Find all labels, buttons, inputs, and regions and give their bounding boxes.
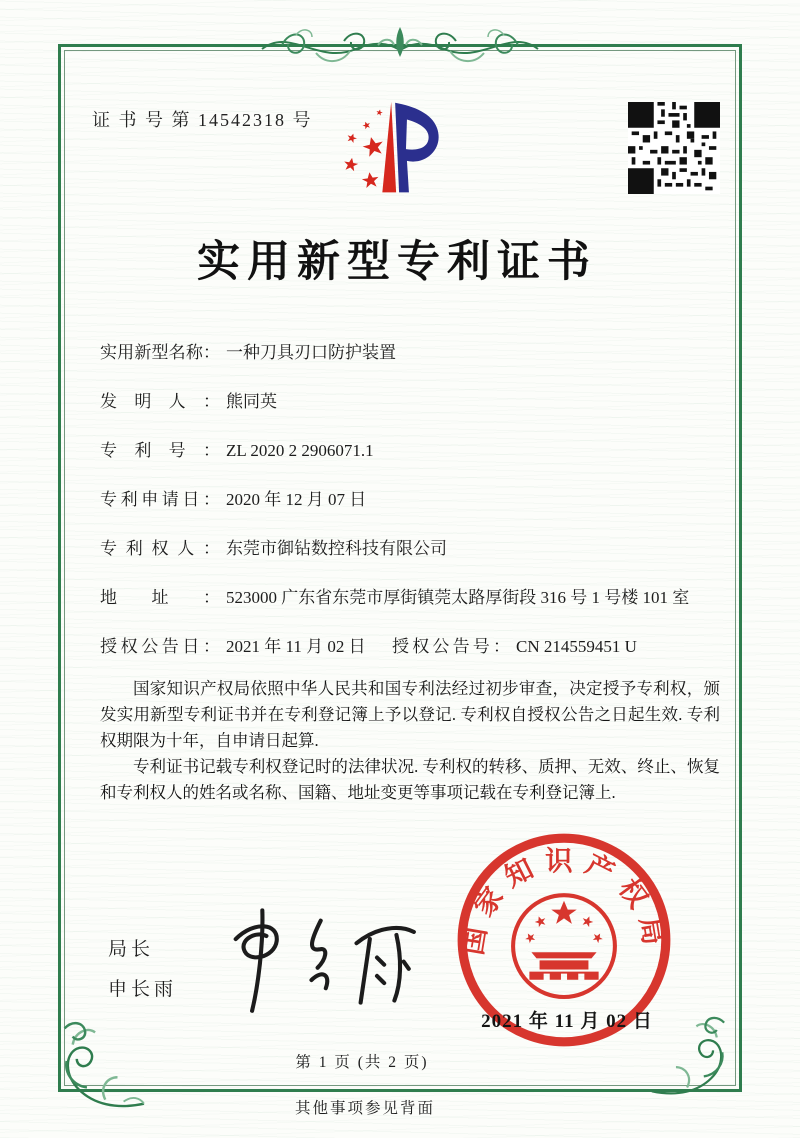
grant-date-value: 2021 年 11 月 02 日 [226,637,366,656]
field-row-grant [100,634,720,660]
seal-ring-text: 国家知识产权局 [457,846,671,958]
field-label: 发明人： [100,392,220,411]
grant-number-label: 授权公告号： [392,637,510,656]
field-label: 专利申请日： [100,490,220,509]
commissioner-name: 申长雨 [108,979,178,1000]
field-row-patent-number [100,438,720,464]
field-row-filing-date [100,487,720,513]
field-value: 熊同英 [226,392,277,411]
certificate-number: 证 书 号 第 14542318 号 [92,110,313,130]
grant-number-value: CN 214559451 U [516,637,637,656]
field-row-name [100,340,720,366]
field-list [100,340,720,683]
field-label: 专利号： [100,441,220,460]
field-label: 实用新型名称： [100,343,220,362]
field-value: 一种刀具刃口防护装置 [226,343,396,362]
top-flourish-ornament [260,14,540,78]
field-value: 2020 年 12 月 07 日 [226,490,367,509]
back-side-note: 其他事项参见背面 [294,1100,435,1117]
commissioner-title: 局长 [108,939,155,960]
field-label: 地址： [100,588,220,607]
field-value: 523000 广东省东莞市厚街镇莞太路厚街段 316 号 1 号楼 101 室 [226,588,690,607]
legal-paragraph-1: 国家知识产权局依照中华人民共和国专利法经过初步审查，决定授予专利权，颁发实用新型专利证书并在专利登记簿上予以登记. 专利权自授权公告之日起生效. 专利权期限为十年，自申请日起算. [100,679,720,750]
handwritten-signature [205,898,420,1016]
field-value: 东莞市御钻数控科技有限公司 [226,539,447,558]
legal-text-block [100,676,720,806]
legal-paragraph-2: 专利证书记载专利权登记时的法律状况. 专利权的转移、质押、无效、终止、恢复和专利权人的姓名或名称、国籍、地址变更等事项记载在专利登记簿上. [100,757,720,802]
signature-block [108,930,177,1010]
grant-date-label: 授权公告日： [100,637,220,656]
field-row-address [100,585,720,611]
field-value: ZL 2020 2 2906071.1 [226,441,374,460]
field-label: 专利权人： [100,539,220,558]
field-row-patentee [100,536,720,562]
cnipa-logo-icon [330,90,478,218]
field-row-inventor [100,389,720,415]
page-number: 第 1 页 (共 2 页) [295,1054,429,1071]
seal-date: 2021 年 11 月 02 日 [481,1011,653,1032]
qr-code [628,102,720,194]
grant-number-group [392,634,637,660]
certificate-title: 实用新型专利证书 [197,239,597,286]
